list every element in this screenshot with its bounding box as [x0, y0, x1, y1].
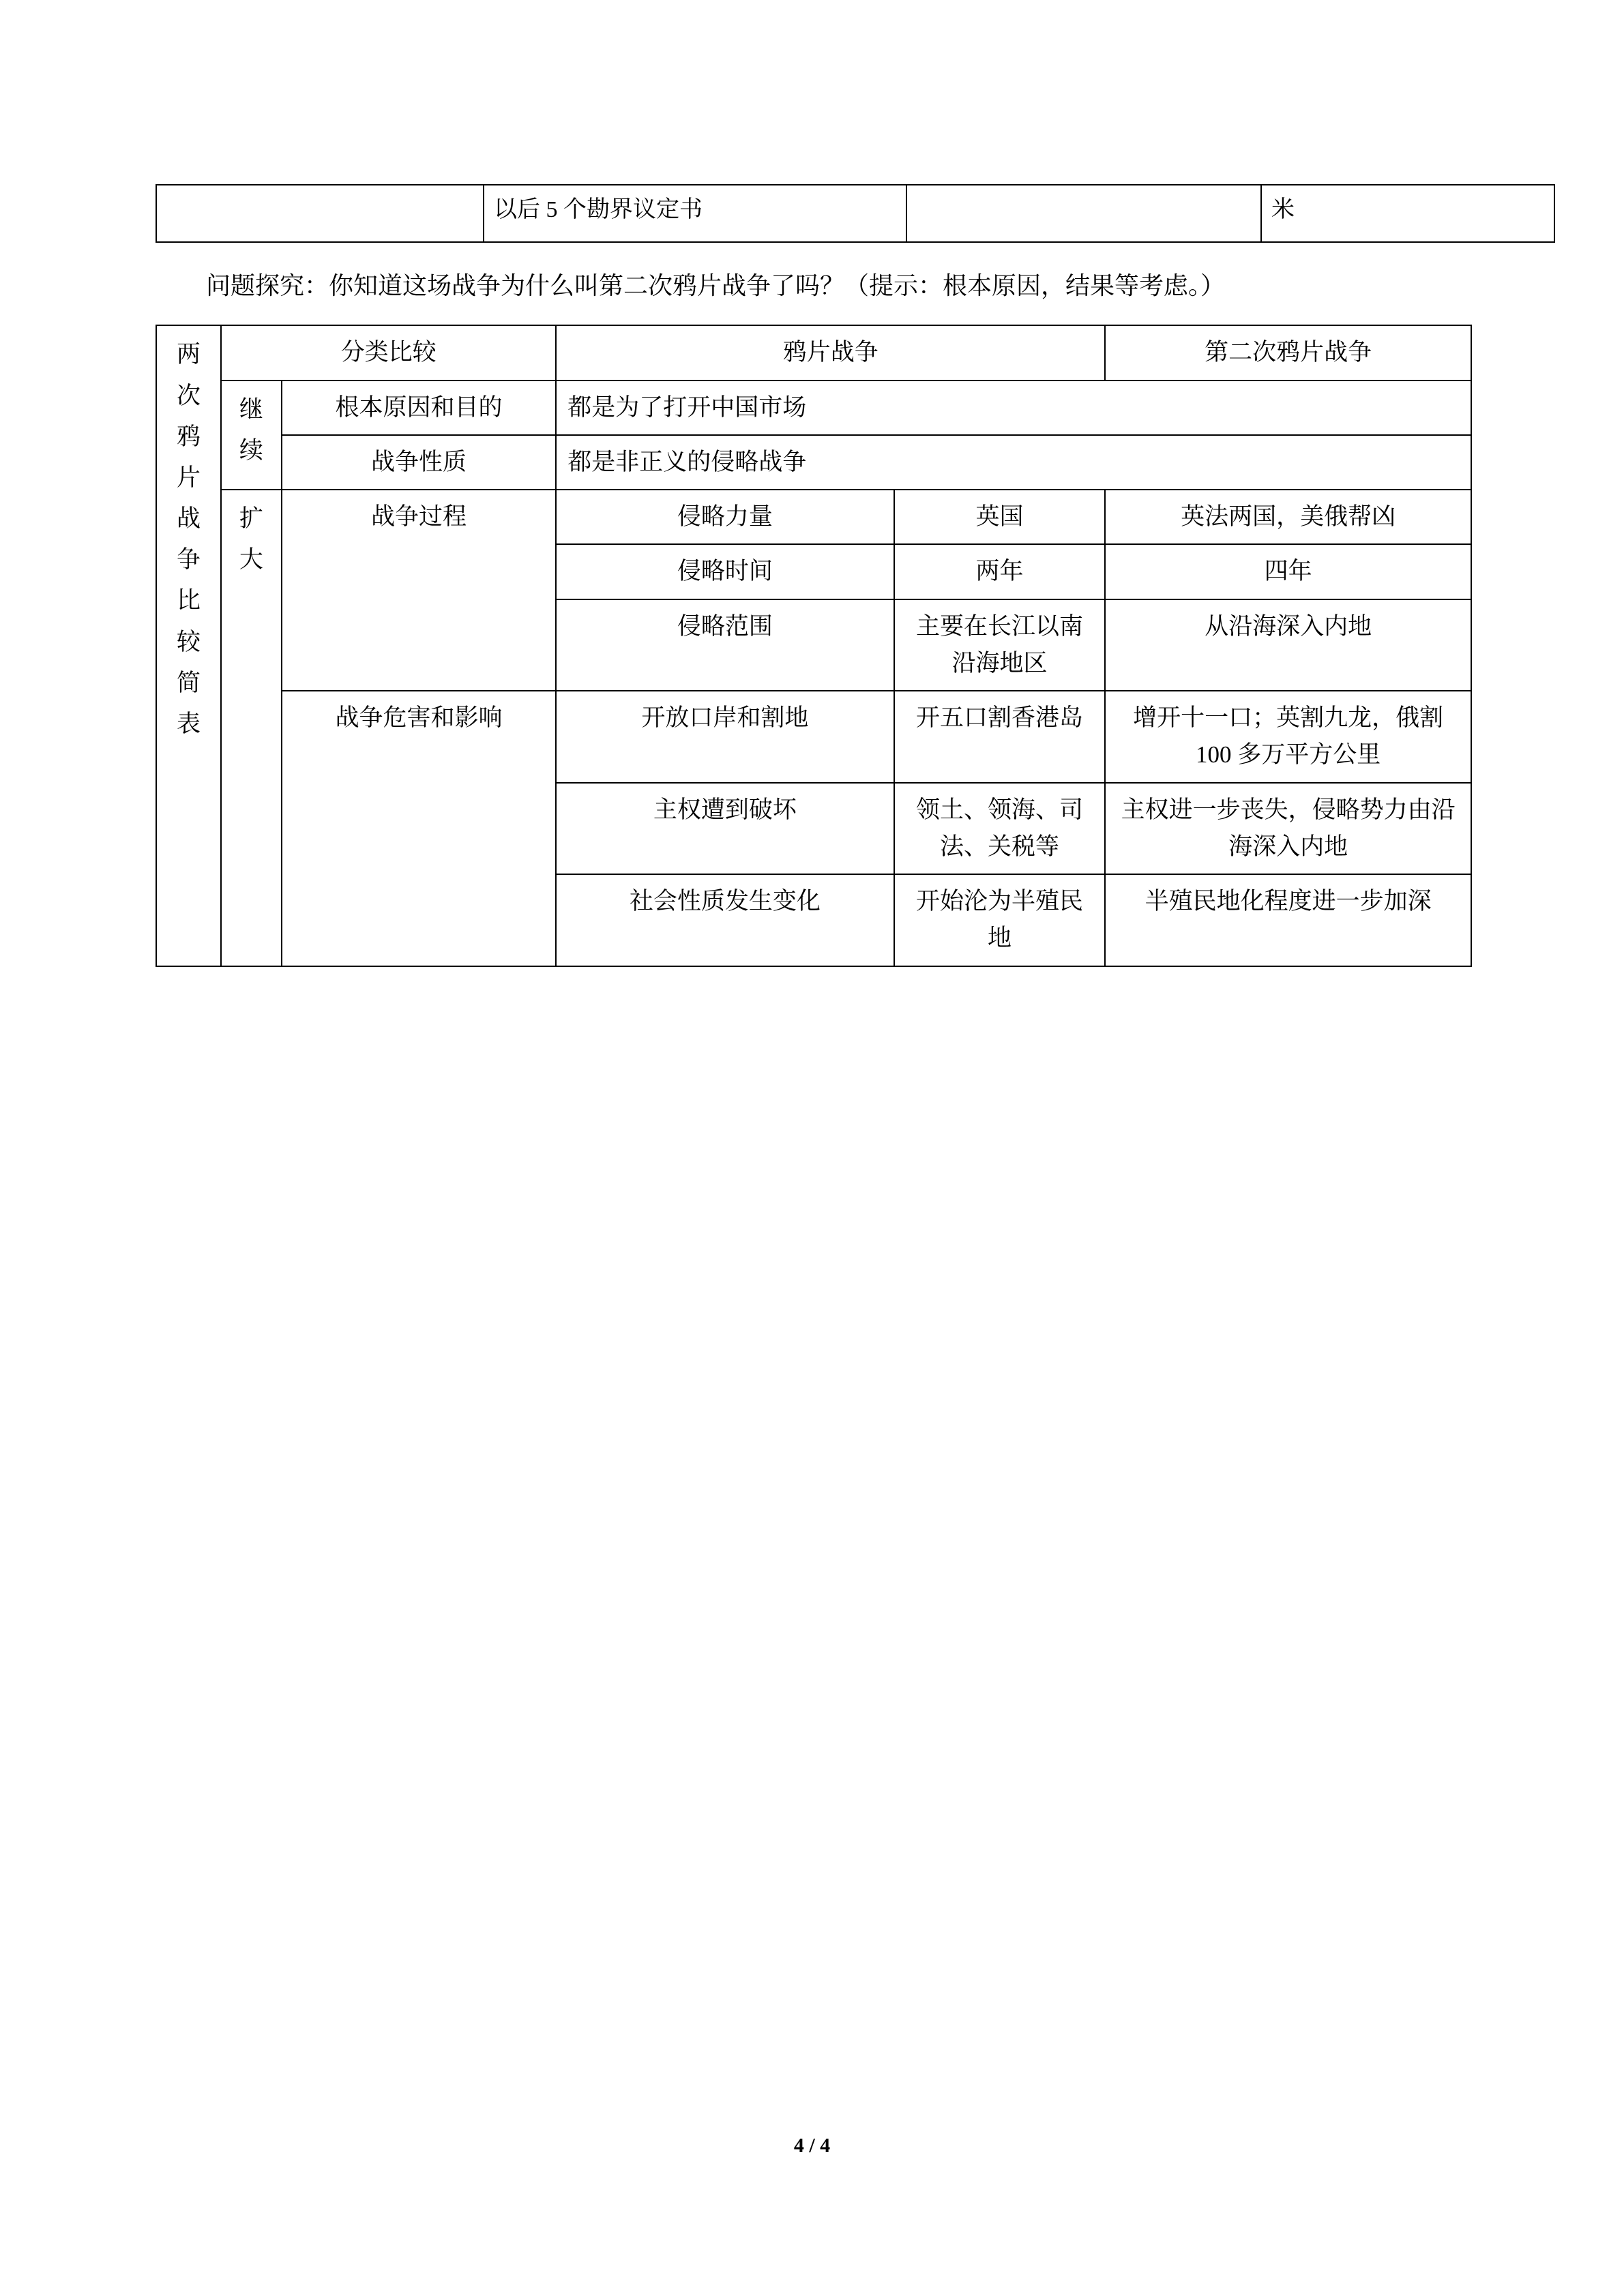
war1-ports-cession: 开五口割香港岛	[894, 691, 1106, 783]
treaty-cell-name: 以后 5 个勘界议定书	[484, 185, 906, 242]
treaty-table	[156, 184, 1555, 243]
war2-invasion-scope: 从沿海深入内地	[1105, 599, 1471, 691]
table-row	[156, 325, 1471, 380]
page-footer: 4 / 4	[793, 2134, 831, 2157]
header-category: 分类比较	[221, 325, 556, 380]
question-text: 问题探究：你知道这场战争为什么叫第二次鸦片战争了吗？（提示：根本原因，结果等考虑。）	[206, 272, 1226, 299]
war2-invasion-time: 四年	[1105, 544, 1471, 599]
war1-invader-force: 英国	[894, 490, 1106, 544]
group-war-process: 战争过程	[282, 490, 557, 691]
group-war-harm: 战争危害和影响	[282, 691, 557, 966]
sub-social-nature: 社会性质发生变化	[556, 874, 894, 966]
table-row	[156, 691, 1471, 783]
question-paragraph	[156, 266, 1472, 305]
war2-sovereignty: 主权进一步丧失，侵略势力由沿海深入内地	[1105, 783, 1471, 875]
war1-social-nature: 开始沦为半殖民地	[894, 874, 1106, 966]
item-war-nature: 战争性质	[282, 435, 557, 490]
table-row	[156, 185, 1554, 242]
war1-invasion-scope: 主要在长江以南沿海地区	[894, 599, 1106, 691]
table-title-vertical: 两次鸦片战争比较简表	[156, 325, 221, 966]
treaty-cell-empty-1	[156, 185, 484, 242]
war1-invasion-time: 两年	[894, 544, 1106, 599]
header-war2: 第二次鸦片战争	[1105, 325, 1471, 380]
item-root-cause: 根本原因和目的	[282, 381, 557, 435]
treaty-cell-empty-2	[906, 185, 1261, 242]
sub-sovereignty: 主权遭到破坏	[556, 783, 894, 875]
table-row	[156, 490, 1471, 544]
table-row	[156, 381, 1471, 435]
page-content	[156, 184, 1472, 967]
sub-invasion-scope: 侵略范围	[556, 599, 894, 691]
sub-ports-cession: 开放口岸和割地	[556, 691, 894, 783]
war2-social-nature: 半殖民地化程度进一步加深	[1105, 874, 1471, 966]
stage-label-continue: 继续	[221, 381, 282, 490]
sub-invader-force: 侵略力量	[556, 490, 894, 544]
merged-root-cause: 都是为了打开中国市场	[556, 381, 1471, 435]
treaty-cell-unit: 米	[1261, 185, 1554, 242]
war2-ports-cession: 增开十一口；英割九龙，俄割 100 多万平方公里	[1105, 691, 1471, 783]
sub-invasion-time: 侵略时间	[556, 544, 894, 599]
comparison-table	[156, 325, 1472, 966]
war1-sovereignty: 领土、领海、司法、关税等	[894, 783, 1106, 875]
merged-war-nature: 都是非正义的侵略战争	[556, 435, 1471, 490]
header-war1: 鸦片战争	[556, 325, 1105, 380]
stage-label-expand: 扩大	[221, 490, 282, 966]
war2-invader-force: 英法两国，美俄帮凶	[1105, 490, 1471, 544]
table-row	[156, 435, 1471, 490]
